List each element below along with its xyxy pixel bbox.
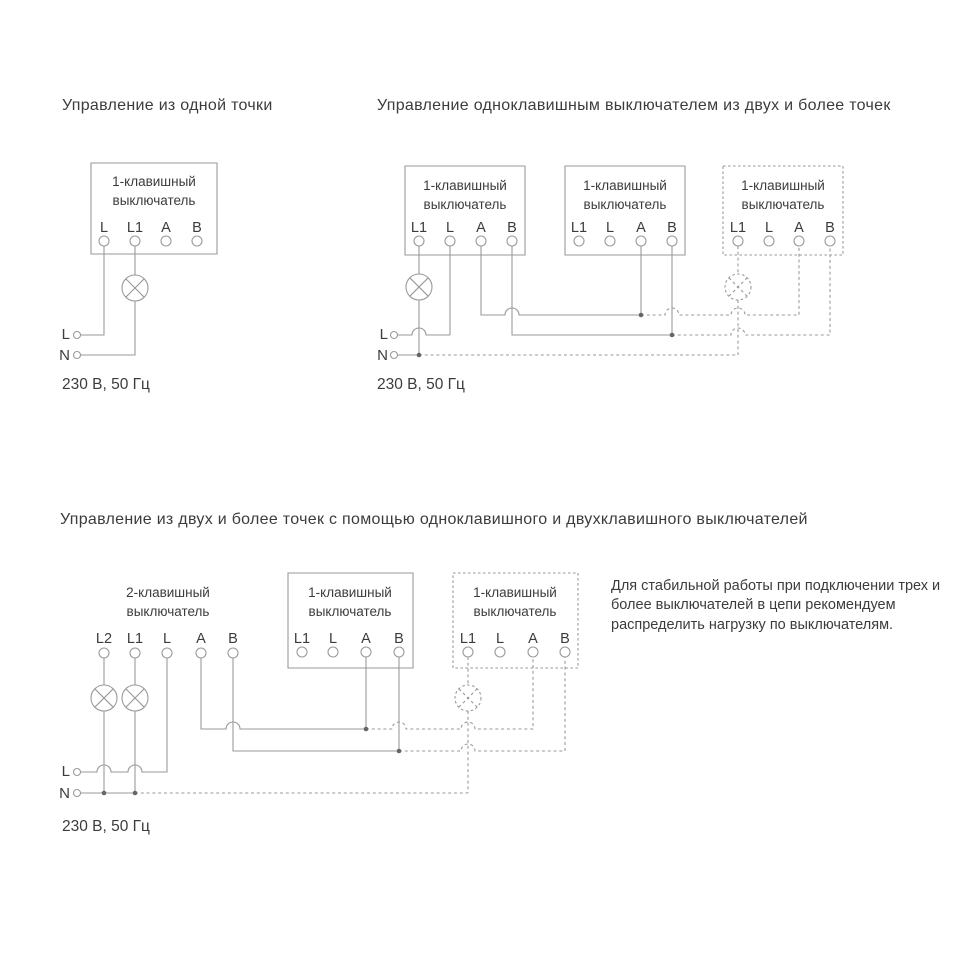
switch-name — [423, 177, 507, 214]
switch-name-line2: выключатель — [126, 603, 210, 619]
terminal-circle — [328, 647, 338, 657]
terminal-circle — [161, 236, 171, 246]
terminal-label: L — [445, 220, 455, 236]
terminal-circle — [99, 236, 109, 246]
terminal-label: B — [560, 631, 570, 647]
terminal-label: L1 — [410, 220, 428, 236]
lamp-icon — [122, 685, 148, 711]
junction-dot — [364, 727, 369, 732]
terminal-circle — [297, 647, 307, 657]
terminal-label: L — [99, 220, 109, 236]
terminal-label: A — [794, 220, 804, 236]
note-text-line: более выключателей в цепи рекомендуем — [611, 597, 896, 614]
switch-name-line2: выключатель — [308, 603, 392, 619]
terminal-circle — [228, 648, 238, 658]
terminal-label: L1 — [570, 220, 588, 236]
switch-name-line1: 1-клавишный — [308, 585, 392, 600]
voltage-label: 230 В, 50 Гц — [62, 376, 150, 393]
terminal-label: L1 — [729, 220, 747, 236]
wire — [81, 246, 105, 335]
terminal-circle — [361, 647, 371, 657]
voltage-label: 230 В, 50 Гц — [62, 818, 150, 835]
switch-name-line1: 1-клавишный — [423, 178, 507, 193]
terminal-circle — [507, 236, 517, 246]
neutral-label: N — [59, 347, 70, 364]
terminal-circle — [636, 236, 646, 246]
terminal-label: B — [825, 220, 835, 236]
terminal-label: A — [361, 631, 371, 647]
terminal-label: L — [605, 220, 615, 236]
switch-name-line1: 1-клавишный — [112, 174, 196, 189]
supply-terminal-circle — [74, 769, 81, 776]
switch-name — [741, 177, 825, 214]
terminal-circle — [605, 236, 615, 246]
terminal-label: A — [196, 631, 206, 647]
terminal-circle — [130, 236, 140, 246]
terminal-label: B — [667, 220, 677, 236]
lamp-icon — [406, 274, 432, 300]
neutral-label: N — [377, 347, 388, 364]
terminal-label: B — [507, 220, 517, 236]
terminal-label: L — [764, 220, 774, 236]
junction-dot — [670, 333, 675, 338]
junction-dot — [417, 353, 422, 358]
terminal-label: L — [162, 631, 172, 647]
terminal-circle — [130, 648, 140, 658]
switch-name-line1: 2-клавишный — [126, 585, 210, 600]
lamp-icon-dashed — [725, 274, 751, 300]
terminal-label: L1 — [126, 631, 144, 647]
switch-name-line2: выключатель — [473, 603, 557, 619]
diagram1-title: Управление из одной точки — [62, 97, 273, 114]
phase-label: L — [379, 326, 388, 343]
switch-name — [112, 173, 196, 210]
lamp-icon — [122, 275, 148, 301]
wire — [81, 301, 136, 355]
terminal-circle — [196, 648, 206, 658]
terminal-label: L1 — [126, 220, 144, 236]
supply-terminal-circle — [74, 352, 81, 359]
neutral-label: N — [59, 785, 70, 802]
note-text — [611, 577, 940, 635]
note-text-line: Для стабильной работы при подключении трех и — [611, 578, 941, 594]
switch-name-line1: 1-клавишный — [473, 585, 557, 600]
switch-name-line2: выключатель — [583, 196, 667, 212]
terminal-label: B — [228, 631, 238, 647]
terminal-label: L — [495, 631, 505, 647]
phase-label: L — [61, 326, 70, 343]
supply-terminal-circle — [391, 332, 398, 339]
switch-name-line1: 1-клавишный — [741, 178, 825, 193]
supply-terminal-circle — [391, 352, 398, 359]
terminal-label: L1 — [459, 631, 477, 647]
supply-terminal-circle — [74, 790, 81, 797]
terminal-circle — [445, 236, 455, 246]
terminal-circle — [476, 236, 486, 246]
switch-name — [473, 584, 557, 621]
terminal-circle — [495, 647, 505, 657]
terminal-label: A — [476, 220, 486, 236]
junction-dot — [133, 791, 138, 796]
diagram2-title: Управление одноклавишным выключателем из двух и более точек — [377, 97, 891, 114]
terminal-circle — [794, 236, 804, 246]
terminal-label: A — [528, 631, 538, 647]
diagram3-title: Управление из двух и более точек с помощью одноклавишного и двухклавишного выключателей — [60, 511, 808, 528]
phase-label: L — [61, 763, 70, 780]
note-text-line: распределить нагрузку по выключателям. — [611, 616, 894, 633]
wire — [201, 658, 366, 729]
wire — [512, 246, 672, 335]
switch-name — [583, 177, 667, 214]
lamp-icon-dashed — [455, 685, 481, 711]
terminal-label: B — [192, 220, 202, 236]
terminal-circle — [162, 648, 172, 658]
lamp-icon — [91, 685, 117, 711]
terminal-circle — [394, 647, 404, 657]
terminal-circle — [667, 236, 677, 246]
terminal-circle — [825, 236, 835, 246]
wire-dashed — [641, 246, 799, 315]
switch-name — [308, 584, 392, 621]
switch-name-line2: выключатель — [741, 196, 825, 212]
terminal-circle — [764, 236, 774, 246]
terminal-label: A — [636, 220, 646, 236]
switch-name — [126, 584, 210, 621]
supply-terminal-circle — [74, 332, 81, 339]
wire — [81, 658, 168, 772]
terminal-label: B — [394, 631, 404, 647]
switch-name-line1: 1-клавишный — [583, 178, 667, 193]
wire-dashed — [399, 657, 565, 751]
terminal-circle — [192, 236, 202, 246]
wire-dashed — [672, 246, 830, 335]
junction-dot — [397, 749, 402, 754]
junction-dot — [102, 791, 107, 796]
terminal-label: A — [161, 220, 171, 236]
switch-name-line2: выключатель — [112, 192, 196, 208]
wire — [398, 328, 451, 335]
switch-name-line2: выключатель — [423, 196, 507, 212]
terminal-circle — [574, 236, 584, 246]
terminal-circle — [560, 647, 570, 657]
wire — [233, 658, 399, 751]
terminal-circle — [528, 647, 538, 657]
terminal-label: L2 — [95, 631, 113, 647]
wire — [481, 246, 641, 315]
terminal-label: L1 — [293, 631, 311, 647]
terminal-label: L — [328, 631, 338, 647]
voltage-label: 230 В, 50 Гц — [377, 376, 465, 393]
terminal-circle — [99, 648, 109, 658]
terminal-circle — [414, 236, 424, 246]
terminal-circle — [463, 647, 473, 657]
junction-dot — [639, 313, 644, 318]
terminal-circle — [733, 236, 743, 246]
